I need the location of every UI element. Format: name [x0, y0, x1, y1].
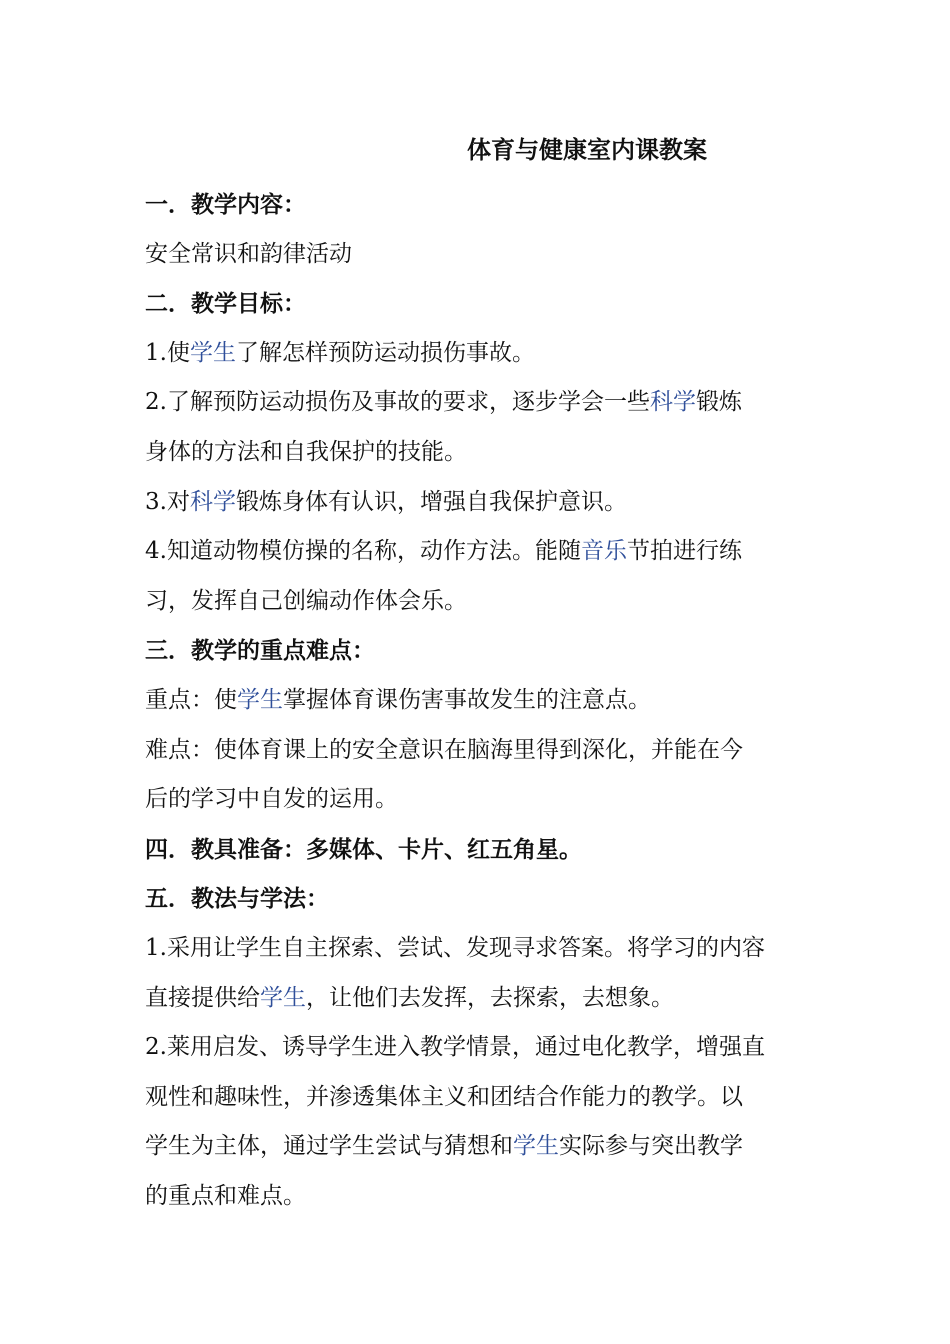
- keyword-link[interactable]: 音乐: [580, 538, 627, 565]
- text-segment: 锻炼身体有认识，增强自我保护意识。: [235, 488, 627, 515]
- method-line: [145, 1073, 810, 1123]
- text-segment: 了解怎样预防运动损伤事故。: [235, 339, 535, 366]
- text-segment: 1.采用让学生自主探索、尝试、发现寻求答案。将学习的内容: [145, 934, 765, 961]
- text-segment: 3.对: [145, 488, 190, 515]
- keyword-link[interactable]: 学生: [189, 339, 236, 366]
- text-segment: 2.了解预防运动损伤及事故的要求，逐步学会一些: [145, 389, 650, 416]
- text-segment: 锻炼: [695, 389, 742, 416]
- section-heading-content: [145, 180, 810, 230]
- text-segment: 观性和趣味性，并渗透集体主义和团结合作能力的教学。以: [145, 1083, 743, 1110]
- keyword-link[interactable]: 科学: [189, 488, 236, 515]
- keyword-link[interactable]: 学生: [237, 686, 283, 713]
- method-line: [145, 1172, 810, 1222]
- keyword-link[interactable]: 学生: [513, 1133, 559, 1160]
- method-line: [145, 924, 810, 974]
- section-heading-key-points: [145, 626, 810, 676]
- text-segment: 节拍进行练: [626, 538, 742, 565]
- text-segment: 实际参与突出教学: [559, 1133, 743, 1160]
- text-segment: 1.使: [145, 339, 190, 366]
- text-segment: 直接提供给: [145, 984, 260, 1011]
- method-line: [145, 974, 810, 1024]
- text-segment: 一．教学内容：: [145, 191, 306, 218]
- method-line: [145, 1122, 810, 1172]
- text-segment: 重点：使: [145, 686, 237, 713]
- text-segment: 安全常识和韵律活动: [145, 240, 352, 267]
- objective-line: [145, 378, 810, 428]
- section-heading-teaching-aids: [145, 825, 810, 875]
- objective-line: [145, 428, 810, 478]
- text-segment: 学生为主体，通过学生尝试与猜想和: [145, 1133, 513, 1160]
- keyword-link[interactable]: 科学: [649, 389, 696, 416]
- difficulty-line: [145, 726, 810, 776]
- key-point-line: [145, 676, 810, 726]
- text-segment: 4.知道动物模仿操的名称，动作方法。能随: [145, 538, 581, 565]
- objective-line: [145, 577, 810, 627]
- section-heading-objectives: [145, 279, 810, 329]
- text-segment: 五．教法与学法：: [145, 885, 329, 913]
- document-title: 体育与健康室内课教案: [467, 135, 707, 164]
- text-segment: 后的学习中自发的运用。: [145, 786, 398, 813]
- section-heading-methods: [145, 874, 810, 924]
- difficulty-line: [145, 775, 810, 825]
- document-body: [145, 180, 810, 1221]
- objective-line: [145, 527, 810, 577]
- text-segment: 习，发挥自己创编动作体会乐。: [145, 587, 467, 614]
- text-segment: 难点：使体育课上的安全意识在脑海里得到深化，并能在今: [145, 736, 743, 763]
- objective-line: [145, 329, 810, 379]
- text-segment: 的重点和难点。: [145, 1182, 306, 1209]
- text-segment: 二．教学目标：: [145, 290, 306, 318]
- text-segment: 四．教具准备：多媒体、卡片、红五角星。: [145, 835, 582, 863]
- objective-line: [145, 478, 810, 528]
- text-segment: 三．教学的重点难点：: [145, 637, 375, 665]
- text-segment: 2.莱用启发、诱导学生进入教学情景，通过电化教学，增强直: [145, 1034, 765, 1061]
- keyword-link[interactable]: 学生: [260, 984, 306, 1011]
- text-segment: ，让他们去发挥，去探索，去想象。: [306, 984, 674, 1011]
- text-segment: 身体的方法和自我保护的技能。: [145, 438, 467, 465]
- content-line: [145, 230, 810, 280]
- text-segment: 掌握体育课伤害事故发生的注意点。: [283, 686, 651, 713]
- method-line: [145, 1023, 810, 1073]
